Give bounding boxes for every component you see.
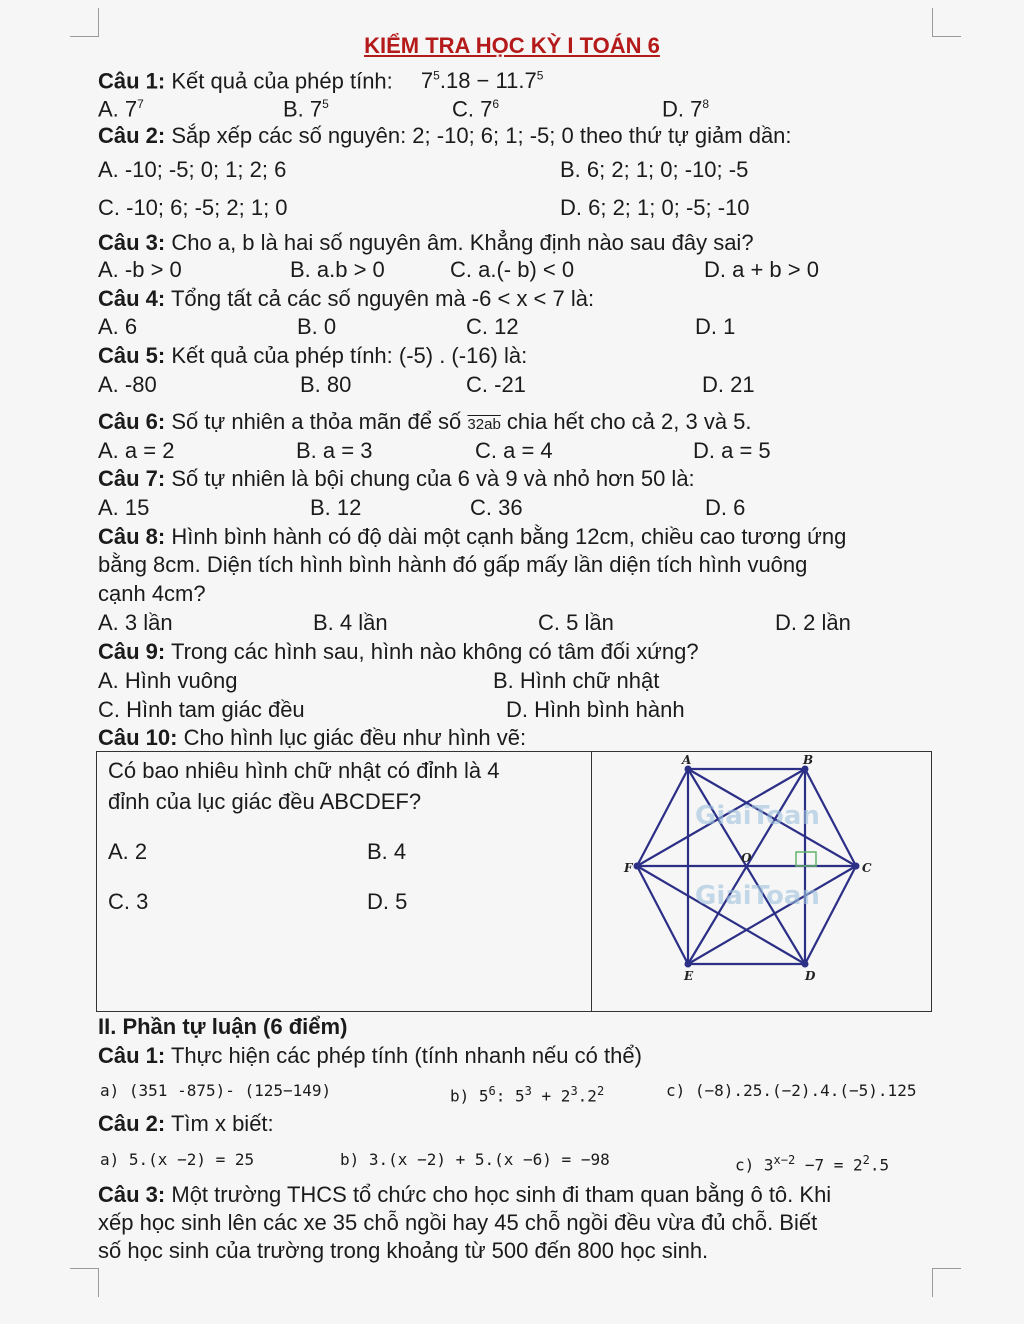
essay-3-line-3: số học sinh của trường trong khoảng từ 500 đến 800 học sinh. <box>98 1238 709 1263</box>
essay-question-1: Câu 1: Thực hiện các phép tính (tính nhanh nếu có thể) <box>98 1043 642 1068</box>
option-a: A. 15 <box>98 495 150 520</box>
question-10: Câu 10: Cho hình lục giác đều như hình vẽ: <box>98 725 527 750</box>
question-5: Câu 5: Kết quả của phép tính: (-5) . (-16) là: <box>98 343 528 368</box>
essay-2-part-c: c) $3^{x-2} -7 = 2^2.5$ <box>735 1153 890 1175</box>
hexagon-figure <box>600 752 930 1010</box>
option-a: A. a = 2 <box>98 438 175 463</box>
number-overline: 32ab <box>467 416 501 433</box>
option-b: B. 80 <box>300 372 352 397</box>
option-c: C. 3 <box>108 889 149 914</box>
option-d: D. 1 <box>695 314 736 339</box>
option-c: C. -21 <box>466 372 526 397</box>
question-expression: $7^5.18 - 11.7^5$ <box>420 68 544 94</box>
essay-1-part-a: a) (351 -875)- (125−149) <box>100 1081 332 1100</box>
watermark-logo: GiaiToan <box>695 801 820 831</box>
essay-question-3: Câu 3: Một trường THCS tổ chức cho học sinh đi tham quan bằng ô tô. Khi <box>98 1182 832 1207</box>
question-8-line-3: cạnh 4cm? <box>98 581 206 606</box>
vertex-label-e: E <box>684 969 694 983</box>
vertex-label-d: D <box>805 969 816 983</box>
option-b: B. a.b > 0 <box>290 257 385 282</box>
hexagon-lines <box>637 769 856 964</box>
option-d: D. 5 <box>367 889 408 914</box>
question-text: Kết quả của phép tính: <box>171 68 393 94</box>
option-a: A. -10; -5; 0; 1; 2; 6 <box>98 157 287 182</box>
question-6: Câu 6: Số tự nhiên a thỏa mãn để số 32ab chia hết cho cả 2, 3 và 5. <box>98 409 752 434</box>
question-3: Câu 3: Cho a, b là hai số nguyên âm. Khẳng định nào sau đây sai? <box>98 230 754 255</box>
page-title: KIỂM TRA HỌC KỲ I TOÁN 6 <box>364 33 660 58</box>
essay-1-part-b: b) $5^6$: $5^3 + 2^3.2^2$ <box>450 1084 605 1106</box>
option-c: C. 36 <box>470 495 523 520</box>
option-d: D. a = 5 <box>693 438 771 463</box>
question-10-box-line-2: đỉnh của lục giác đều ABCDEF? <box>108 789 422 814</box>
essay-2-part-b: b) 3.(x −2) + 5.(x −6) = −98 <box>340 1150 610 1169</box>
question-10-box-line-1: Có bao nhiêu hình chữ nhật có đỉnh là 4 <box>108 758 500 783</box>
option-d: D. 6; 2; 1; 0; -5; -10 <box>560 195 750 220</box>
corner-mark-bottom-right <box>932 1268 961 1297</box>
option-a: A. $7^7$ <box>98 96 144 122</box>
vertex-label-c: C <box>862 861 872 875</box>
essay-question-2: Câu 2: Tìm x biết: <box>98 1111 274 1136</box>
option-b: B. Hình chữ nhật <box>493 668 660 693</box>
vertex-label-a: A <box>682 753 692 767</box>
option-c: C. 5 lần <box>538 610 614 635</box>
question-4: Câu 4: Tổng tất cả các số nguyên mà -6 < x < 7 là: <box>98 286 595 311</box>
essay-1-part-c: c) (−8).25.(−2).4.(−5).125 <box>666 1081 917 1100</box>
option-b: B. 6; 2; 1; 0; -10; -5 <box>560 157 749 182</box>
option-c: C. 12 <box>466 314 519 339</box>
option-b: B. 12 <box>310 495 362 520</box>
option-c: C. -10; 6; -5; 2; 1; 0 <box>98 195 288 220</box>
option-d: D. a + b > 0 <box>704 257 819 282</box>
option-c: C. a.(- b) < 0 <box>450 257 575 282</box>
option-d: D. Hình bình hành <box>506 697 685 722</box>
vertex-label-o: O <box>741 851 752 865</box>
option-a: A. 6 <box>98 314 138 339</box>
question-8-line-2: bằng 8cm. Diện tích hình bình hành đó gấp mấy lần diện tích hình vuông <box>98 552 808 577</box>
vertex-label-f: F <box>624 861 633 875</box>
essay-3-line-2: xếp học sinh lên các xe 35 chỗ ngồi hay 45 chỗ ngồi đều vừa đủ chỗ. Biết <box>98 1210 818 1235</box>
option-d: D. 21 <box>702 372 755 397</box>
question-7: Câu 7: Số tự nhiên là bội chung của 6 và 9 và nhỏ hơn 50 là: <box>98 466 695 491</box>
question-9: Câu 9: Trong các hình sau, hình nào không có tâm đối xứng? <box>98 639 699 664</box>
option-c: C. a = 4 <box>475 438 553 463</box>
option-a: A. 2 <box>108 839 148 864</box>
option-b: B. 0 <box>297 314 337 339</box>
option-d: D. 6 <box>705 495 746 520</box>
question-8: Câu 8: Hình bình hành có độ dài một cạnh bằng 12cm, chiều cao tương ứng <box>98 524 847 549</box>
option-d: D. $7^8$ <box>662 96 710 122</box>
vertex-label-b: B <box>803 753 814 767</box>
option-d: D. 2 lần <box>775 610 851 635</box>
option-a: A. -80 <box>98 372 157 397</box>
option-b: B. a = 3 <box>296 438 373 463</box>
table-divider <box>591 752 592 1011</box>
question-label: Câu 1: <box>98 68 166 94</box>
option-c: C. Hình tam giác đều <box>98 697 305 722</box>
corner-mark-bottom-left <box>70 1268 99 1297</box>
option-a: A. -b > 0 <box>98 257 182 282</box>
question-2: Câu 2: Sắp xếp các số nguyên: 2; -10; 6; 1; -5; 0 theo thứ tự giảm dần: <box>98 123 792 148</box>
option-b: B. 4 lần <box>313 610 388 635</box>
section-heading: II. Phần tự luận (6 điểm) <box>98 1014 348 1039</box>
option-b: B. $7^5$ <box>283 96 329 122</box>
watermark-logo: GiaiToan <box>695 881 820 911</box>
option-b: B. 4 <box>367 839 407 864</box>
option-a: A. 3 lần <box>98 610 173 635</box>
option-a: A. Hình vuông <box>98 668 238 693</box>
option-c: C. $7^6$ <box>452 96 500 122</box>
essay-2-part-a: a) 5.(x −2) = 25 <box>100 1150 255 1169</box>
